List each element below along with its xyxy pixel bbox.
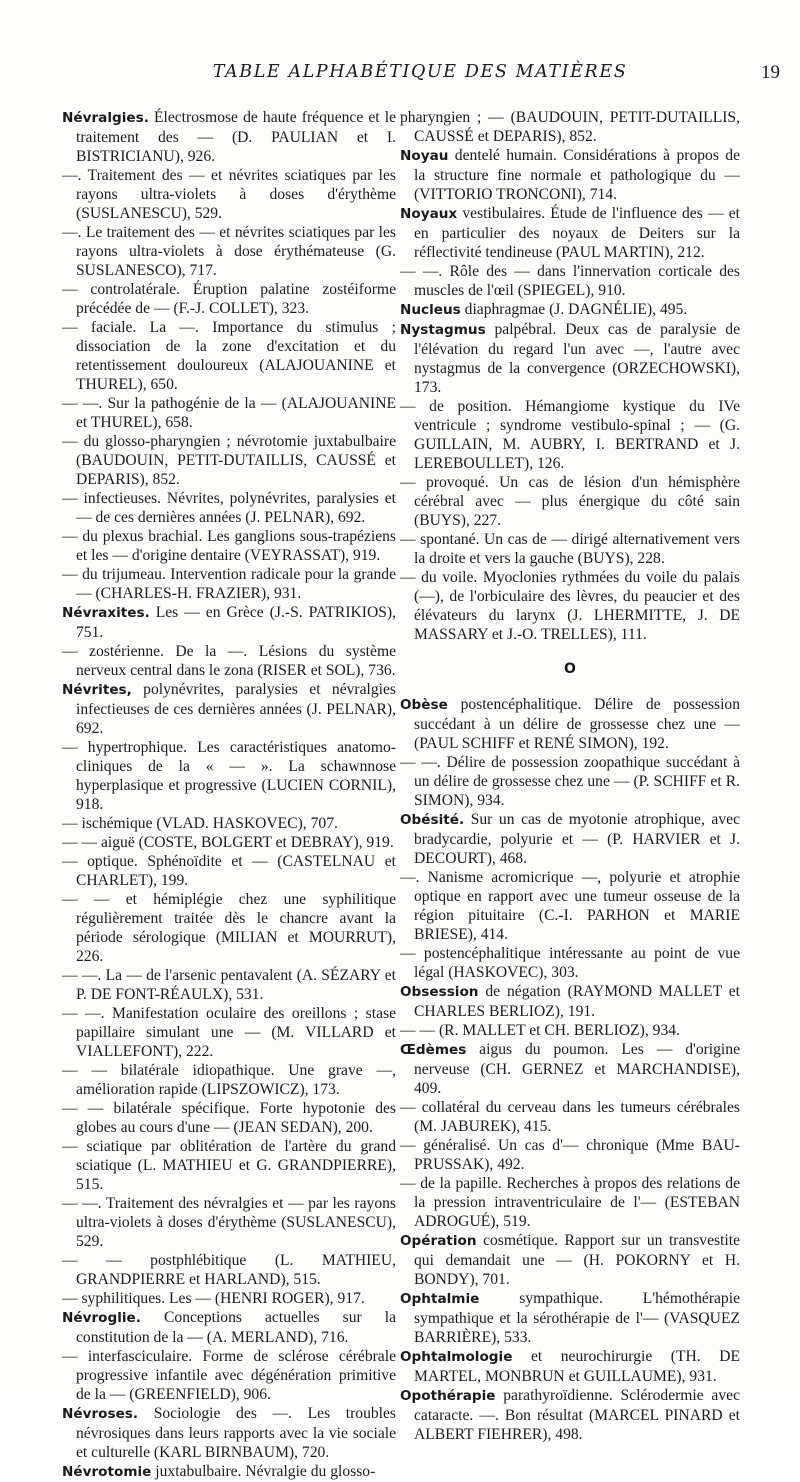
entry-text: polynévrites, paralysies et névralgies infectieuses de ces dernières années (J. PELNAR), 692. bbox=[76, 681, 396, 737]
index-entry bbox=[62, 166, 396, 223]
index-entry bbox=[62, 280, 396, 318]
index-entry bbox=[400, 1289, 740, 1347]
index-entry bbox=[400, 1098, 740, 1136]
entry-text: — de position. Hémangiome kystique du IVe ventricule ; syndrome vestibulo-spinal ; — (G. GUILLAIN, M. AUBRY, I. BERTRAND et J. LEREBOULLET), 126. bbox=[400, 398, 740, 472]
entries-n bbox=[400, 108, 740, 644]
entries-o bbox=[400, 695, 740, 1444]
page-number: 19 bbox=[761, 62, 780, 83]
entry-text: Électrosmose de haute fréquence et le traitement des — (D. PAULIAN et I. BISTRICIANU), 926. bbox=[76, 109, 396, 165]
entry-headword: Névrites, bbox=[62, 682, 132, 698]
index-entry bbox=[400, 1347, 740, 1386]
entry-text: — controlatérale. Éruption palatine zostéiforme précédée de — (F.-J. COLLET), 323. bbox=[62, 281, 396, 317]
index-entry bbox=[400, 320, 740, 397]
index-entry bbox=[62, 1099, 396, 1137]
entry-headword: Opération bbox=[400, 1233, 477, 1249]
left-column bbox=[62, 108, 396, 1482]
index-entry bbox=[62, 1061, 396, 1099]
index-entry bbox=[400, 473, 740, 530]
index-entry bbox=[400, 1386, 740, 1444]
entry-text: — — aiguë (COSTE, BOLGERT et DEBRAY), 919. bbox=[62, 834, 394, 851]
entry-text: Sur un cas de myotonie atrophique, avec bradycardie, polyurie et — (P. HARVIER et J. DECOURT), 468. bbox=[414, 811, 740, 867]
entry-text: — — bilatérale spécifique. Forte hypotonie des globes au cours d'une — (JEAN SEDAN), 200. bbox=[62, 1100, 396, 1136]
index-entry bbox=[400, 300, 740, 320]
index-entry bbox=[62, 603, 396, 642]
entry-text: —. Le traitement des — et névrites sciatiques par les rayons ultra-violets à dose érythémateuse (G. SUSLANESCO), 717. bbox=[62, 224, 396, 279]
entry-text: — du trijumeau. Intervention radicale pour la grande — (CHARLES-H. FRAZIER), 931. bbox=[62, 566, 396, 602]
entry-text: palpébral. Deux cas de paralysie de l'élévation du regard l'un avec —, l'autre avec nystagmus de la convergence (ORZECHOWSKI), 173. bbox=[414, 321, 740, 396]
entry-text: — faciale. La —. Importance du stimulus ; dissociation de la zone d'excitation et du retentissement douloureux (ALAJOUANINE et THUREL), 650. bbox=[62, 319, 396, 393]
entry-headword: Névralgies. bbox=[62, 110, 149, 126]
entry-text: —. Traitement des — et névrites sciatiques par les rayons ultra-violets à doses d'érythème (SUSLANESCU), 529. bbox=[62, 167, 396, 222]
index-entry bbox=[62, 1194, 396, 1251]
index-entry bbox=[62, 1251, 396, 1289]
index-entry bbox=[400, 108, 740, 146]
entry-text: — —. Traitement des névralgies et — par les rayons ultra-violets à doses d'érythème (SUSLANESCU), 529. bbox=[62, 1195, 396, 1250]
entry-text: Sociologie des —. Les troubles névrosiques dans leurs rapports avec la vie sociale et culturelle (KARL BIRNBAUM), 720. bbox=[76, 1405, 396, 1461]
entry-text: — —. La — de l'arsenic pentavalent (A. SÉZARY et P. DE FONT-RÉAULX), 531. bbox=[62, 967, 396, 1003]
entry-headword: Obsession bbox=[400, 984, 479, 1000]
index-entry bbox=[62, 833, 396, 852]
entry-text: — interfasciculaire. Forme de sclérose cérébrale progressive infantile avec dégénération primitive de la — (GREENFIELD), 906. bbox=[62, 1348, 396, 1403]
entry-text: cosmétique. Rapport sur un transvestite qui demandait une — (H. POKORNY et H. BONDY), 701. bbox=[414, 1232, 740, 1288]
entry-text: vestibulaires. Étude de l'influence des — et en particulier des noyaux de Deiters sur la réflectivité tendineuse (PAUL MARTIN), 212. bbox=[414, 205, 740, 261]
running-header bbox=[60, 62, 780, 92]
index-entry bbox=[400, 1040, 740, 1098]
index-entry bbox=[400, 753, 740, 810]
index-entry bbox=[400, 568, 740, 644]
entry-text: — —. Délire de possession zoopathique succédant à un délire de grossesse chez une — (P. SCHIFF et R. SIMON), 934. bbox=[400, 754, 740, 809]
entry-text: postencéphalitique. Délire de possession succédant à un délire de grossesse chez une — (PAUL SCHIFF et RENÉ SIMON), 192. bbox=[414, 696, 740, 752]
entry-text: — —. Rôle des — dans l'innervation corticale des muscles de l'œil (SPIEGEL), 910. bbox=[400, 263, 740, 299]
index-entry bbox=[400, 397, 740, 473]
index-entry bbox=[62, 1137, 396, 1194]
index-entry bbox=[400, 982, 740, 1021]
entry-headword: Œdèmes bbox=[400, 1042, 467, 1058]
index-entry bbox=[400, 530, 740, 568]
entry-text: aigus du poumon. Les — d'origine nerveuse (CH. GERNEZ et MARCHANDISE), 409. bbox=[414, 1041, 740, 1097]
entry-text: et neurochirurgie (TH. DE MARTEL, MONBRUN et GUILLAUME), 931. bbox=[414, 1348, 740, 1385]
entry-text: — du glosso-pharyngien ; névrotomie juxtabulbaire (BAUDOUIN, PETIT-DUTAILLIS, CAUSSÉ et DEPARIS), 852. bbox=[62, 433, 396, 488]
index-entry bbox=[62, 642, 396, 680]
entry-text: — postencéphalitique intéressante au point de vue légal (HASKOVEC), 303. bbox=[400, 945, 740, 981]
entry-headword: Noyaux bbox=[400, 206, 458, 222]
entry-text: — infectieuses. Névrites, polynévrites, paralysies et — de ces dernières années (J. PELNAR), 692. bbox=[62, 490, 396, 526]
entry-text: — hypertrophique. Les caractéristiques anatomo-cliniques de la « — ». La schawnnose hyperplasique et progressive (LUCIEN CORNIL), 918. bbox=[62, 739, 396, 813]
entry-headword: Ophtalmologie bbox=[400, 1349, 513, 1365]
entry-text: — zostérienne. De la —. Lésions du système nerveux central dans le zona (RISER et SOL), 736. bbox=[62, 643, 396, 679]
entry-text: — collatéral du cerveau dans les tumeurs cérébrales (M. JABUREK), 415. bbox=[400, 1099, 740, 1135]
entry-headword: Névraxites. bbox=[62, 605, 150, 621]
entry-text: dentelé humain. Considérations à propos de la structure fine normale et pathologique du — (VITTORIO TRONCONI), 714. bbox=[414, 147, 740, 203]
index-entry bbox=[62, 1462, 396, 1482]
entry-text: — — (R. MALLET et CH. BERLIOZ), 934. bbox=[400, 1022, 680, 1039]
index-entry bbox=[400, 868, 740, 944]
index-entry bbox=[62, 966, 396, 1004]
index-entry bbox=[62, 489, 396, 527]
entry-text: — — et hémiplégie chez une syphilitique régulièrement traitée dès le chancre avant la période sérologique (MILIAN et MOURRUT), 226. bbox=[62, 891, 396, 965]
index-entry bbox=[400, 944, 740, 982]
entry-text: diaphragmae (J. DAGNÉLIE), 495. bbox=[460, 301, 688, 318]
index-entry bbox=[62, 1004, 396, 1061]
entry-headword: Ophtalmie bbox=[400, 1291, 480, 1307]
index-entry bbox=[62, 814, 396, 833]
entry-text: Les — en Grèce (J.-S. PATRIKIOS), 751. bbox=[76, 604, 396, 641]
entry-headword: Névroses. bbox=[62, 1406, 139, 1422]
index-entry bbox=[400, 1136, 740, 1174]
entry-headword: Opothérapie bbox=[400, 1388, 496, 1404]
entry-text: — généralisé. Un cas d'— chronique (Mme BAU-PRUSSAK), 492. bbox=[400, 1137, 740, 1173]
entry-text: — —. Manifestation oculaire des oreillons ; stase papillaire simulant une — (M. VILLARD et VIALLEFONT), 222. bbox=[62, 1005, 396, 1060]
entry-text: de négation (RAYMOND MALLET et CHARLES BERLIOZ), 191. bbox=[414, 983, 740, 1020]
index-entry bbox=[62, 565, 396, 603]
entry-headword: Névrotomie bbox=[62, 1464, 152, 1480]
entry-text: — —. Sur la pathogénie de la — (ALAJOUANINE et THUREL), 658. bbox=[62, 395, 396, 431]
entry-text: — spontané. Un cas de — dirigé alternativement vers la droite et vers la gauche (BUYS), 228. bbox=[400, 531, 740, 567]
entry-headword: Nucleus bbox=[400, 302, 461, 318]
entry-text: — provoqué. Un cas de lésion d'un hémisphère cérébral avec — plus énergique du côté sain (BUYS), 227. bbox=[400, 474, 740, 529]
entry-text: Conceptions actuelles sur la constitution de la — (A. MERLAND), 716. bbox=[76, 1309, 396, 1346]
entry-text: parathyroïdienne. Sclérodermie avec cataracte. —. Bon résultat (MARCEL PINARD et ALBERT FIEHRER), 498. bbox=[414, 1387, 740, 1443]
right-column bbox=[400, 108, 740, 1444]
index-entry bbox=[62, 680, 396, 738]
index-entry bbox=[62, 852, 396, 890]
page-title: TABLE ALPHABÉTIQUE DES MATIÈRES bbox=[212, 62, 628, 82]
entry-text: — optique. Sphénoïdite et — (CASTELNAU et CHARLET), 199. bbox=[62, 853, 396, 889]
index-entry bbox=[400, 262, 740, 300]
entry-text: sympathique. L'hémothérapie sympathique et la sérothérapie de l'— (VASQUEZ BARRIÈRE), 533. bbox=[414, 1290, 740, 1346]
entry-headword: Noyau bbox=[400, 148, 449, 164]
index-entry bbox=[62, 738, 396, 814]
index-entry bbox=[62, 108, 396, 166]
entry-text: — — postphlébitique (L. MATHIEU, GRANDPIERRE et HARLAND), 515. bbox=[62, 1252, 396, 1288]
entry-text: — de la papille. Recherches à propos des relations de la pression intraventriculaire de l'— (ESTEBAN ADROGUÉ), 519. bbox=[400, 1175, 740, 1230]
section-letter: O bbox=[564, 661, 576, 677]
index-entry bbox=[62, 1308, 396, 1347]
entry-headword: Obésité. bbox=[400, 812, 465, 828]
index-entry bbox=[400, 146, 740, 204]
index-entry bbox=[62, 890, 396, 966]
index-entry bbox=[400, 695, 740, 753]
index-entry bbox=[400, 1174, 740, 1231]
entry-text: — ischémique (VLAD. HASKOVEC), 707. bbox=[62, 815, 338, 832]
index-entry bbox=[62, 1289, 396, 1308]
entry-headword: Nystagmus bbox=[400, 322, 486, 338]
entry-text: — — bilatérale idiopathique. Une grave —, amélioration rapide (LIPSZOWICZ), 173. bbox=[62, 1062, 396, 1098]
index-entry bbox=[62, 527, 396, 565]
index-entry bbox=[400, 1021, 740, 1040]
index-entry bbox=[400, 204, 740, 262]
entry-text: pharyngien ; — (BAUDOUIN, PETIT-DUTAILLIS, CAUSSÉ et DEPARIS), 852. bbox=[400, 109, 740, 145]
index-entry bbox=[62, 432, 396, 489]
index-entry bbox=[400, 1231, 740, 1289]
index-entry bbox=[400, 810, 740, 868]
entry-headword: Obèse bbox=[400, 697, 448, 713]
entry-headword: Névroglie. bbox=[62, 1310, 141, 1326]
index-entry bbox=[62, 1347, 396, 1404]
entry-text: juxtabulbaire. Névralgie du glosso- bbox=[151, 1463, 376, 1480]
index-entry bbox=[62, 394, 396, 432]
entry-text: — syphilitiques. Les — (HENRI ROGER), 917. bbox=[62, 1290, 365, 1307]
entry-text: — sciatique par oblitération de l'artère du grand sciatique (L. MATHIEU et G. GRANDPIERRE), 515. bbox=[62, 1138, 396, 1193]
index-entry bbox=[62, 1404, 396, 1462]
index-entry bbox=[62, 223, 396, 280]
index-entry bbox=[62, 318, 396, 394]
entry-text: —. Nanisme acromicrique —, polyurie et atrophie optique en rapport avec une tumeur osseuse de la région pituitaire (C.-I. PARHON et MARIE BRIESE), 414. bbox=[400, 869, 740, 943]
entry-text: — du plexus brachial. Les ganglions sous-trapéziens et les — d'origine dentaire (VEYRASSAT), 919. bbox=[62, 528, 396, 564]
entry-text: — du voile. Myoclonies rythmées du voile du palais (—), de l'orbiculaire des lèvres, du peaucier et des élévateurs du larynx (J. LHERMITTE, J. DE MASSARY et J.-O. TRELLES), 111. bbox=[400, 569, 740, 643]
